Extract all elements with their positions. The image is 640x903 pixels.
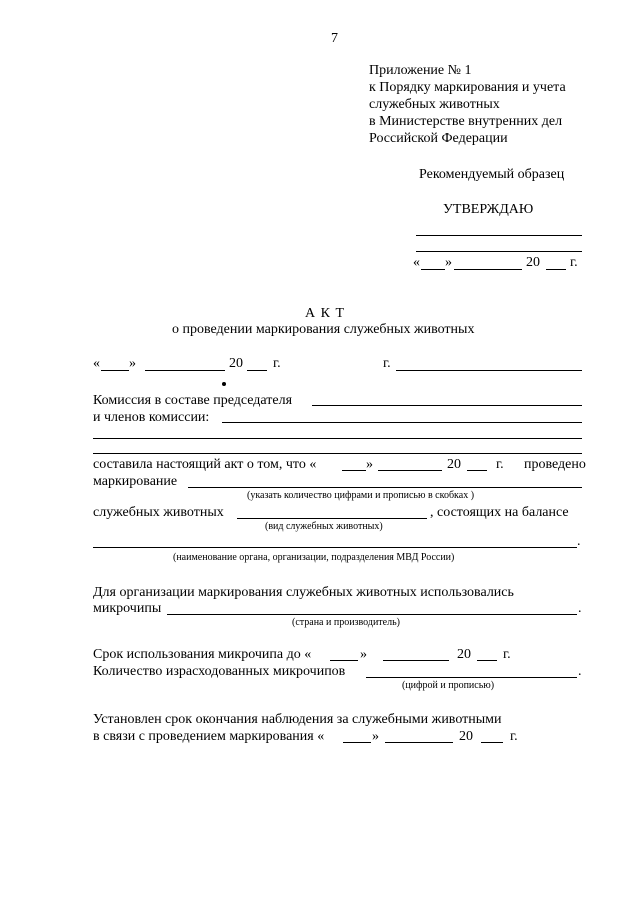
bullet-mark: [222, 382, 226, 386]
act-title: А К Т: [305, 306, 345, 321]
date-month-blank: [145, 370, 225, 371]
city-blank: [396, 370, 582, 371]
date-year-suffix: г.: [273, 356, 281, 371]
compiled-month-blank: [378, 470, 442, 471]
usage-year-prefix: 20: [457, 647, 471, 662]
hint-quantity: (указать количество цифрами и прописью в скобках ): [247, 490, 475, 501]
approve-month-blank: [454, 269, 522, 270]
approve-name-line: [416, 251, 582, 252]
observation-day-blank: [343, 742, 371, 743]
commission-chair-label: Комиссия в составе председателя: [93, 393, 293, 408]
chips-text: Для организации маркирования служебных животных использовались: [93, 585, 514, 600]
approve-date-close: »: [445, 255, 452, 270]
observation-month-blank: [385, 742, 453, 743]
spent-label: Количество израсходованных микрочипов: [93, 664, 346, 679]
date-year-blank: [247, 370, 267, 371]
marking-blank: [188, 487, 582, 488]
appendix-line-1: к Порядку маркирования и учета: [369, 80, 566, 95]
page-number: 7: [331, 31, 338, 46]
chips-period: .: [578, 601, 582, 616]
spent-blank: [366, 677, 577, 678]
approve-date-open: «: [413, 255, 420, 270]
chips-blank: [167, 614, 577, 615]
approve-label: УТВЕРЖДАЮ: [443, 202, 534, 217]
appendix-line-4: Российской Федерации: [369, 131, 508, 146]
compiled-done: проведено: [524, 457, 586, 472]
approve-year-prefix: 20: [526, 255, 540, 270]
spent-period: .: [578, 664, 582, 679]
observation-line-1: Установлен срок окончания наблюдения за служебными животными: [93, 712, 502, 727]
hint-organization: (наименование органа, организации, подразделения МВД России): [173, 552, 455, 563]
animals-label: служебных животных: [93, 505, 224, 520]
appendix-line-3: в Министерстве внутренних дел: [369, 114, 563, 129]
chips-label: микрочипы: [93, 601, 162, 616]
date-close: »: [129, 356, 136, 371]
observation-date-close: »: [372, 729, 379, 744]
commission-members-blank-1: [222, 422, 582, 423]
act-subtitle: о проведении маркирования служебных животных: [172, 322, 475, 337]
approve-year-blank: [546, 269, 566, 270]
usage-label: Срок использования микрочипа до «: [93, 647, 312, 662]
usage-date-close: »: [360, 647, 367, 662]
balance-label: , состоящих на балансе: [430, 505, 569, 520]
date-year-prefix: 20: [229, 356, 243, 371]
compiled-year-blank: [467, 470, 487, 471]
hint-spent: (цифрой и прописью): [402, 680, 495, 691]
appendix-line-2: служебных животных: [369, 97, 500, 112]
usage-month-blank: [383, 660, 449, 661]
observation-year-suffix: г.: [510, 729, 518, 744]
marking-label: маркирование: [93, 474, 178, 489]
commission-members-blank-2: [93, 438, 582, 439]
organization-period: .: [577, 534, 581, 549]
observation-line-2: в связи с проведением маркирования «: [93, 729, 325, 744]
hint-kind: (вид служебных животных): [265, 521, 383, 532]
approve-signature-line: [416, 235, 582, 236]
compiled-year-prefix: 20: [447, 457, 461, 472]
compiled-date-close: »: [366, 457, 373, 472]
observation-year-blank: [481, 742, 503, 743]
commission-members-blank-3: [93, 453, 582, 454]
usage-day-blank: [330, 660, 358, 661]
recommended-sample: Рекомендуемый образец: [419, 167, 565, 182]
compiled-year-suffix: г.: [496, 457, 504, 472]
commission-members-label: и членов комиссии:: [93, 410, 210, 425]
city-label: г.: [383, 356, 391, 371]
organization-blank: [93, 547, 577, 548]
compiled-day-blank: [342, 470, 366, 471]
hint-chips: (страна и производитель): [292, 617, 400, 628]
date-open: «: [93, 356, 100, 371]
appendix-title: Приложение № 1: [369, 63, 472, 78]
approve-year-suffix: г.: [570, 255, 578, 270]
date-day-blank: [101, 370, 129, 371]
compiled-text: составила настоящий акт о том, что «: [93, 457, 317, 472]
commission-chair-blank: [312, 405, 582, 406]
approve-day-blank: [421, 269, 445, 270]
usage-year-suffix: г.: [503, 647, 511, 662]
usage-year-blank: [477, 660, 497, 661]
observation-year-prefix: 20: [459, 729, 473, 744]
animals-kind-blank: [237, 518, 427, 519]
